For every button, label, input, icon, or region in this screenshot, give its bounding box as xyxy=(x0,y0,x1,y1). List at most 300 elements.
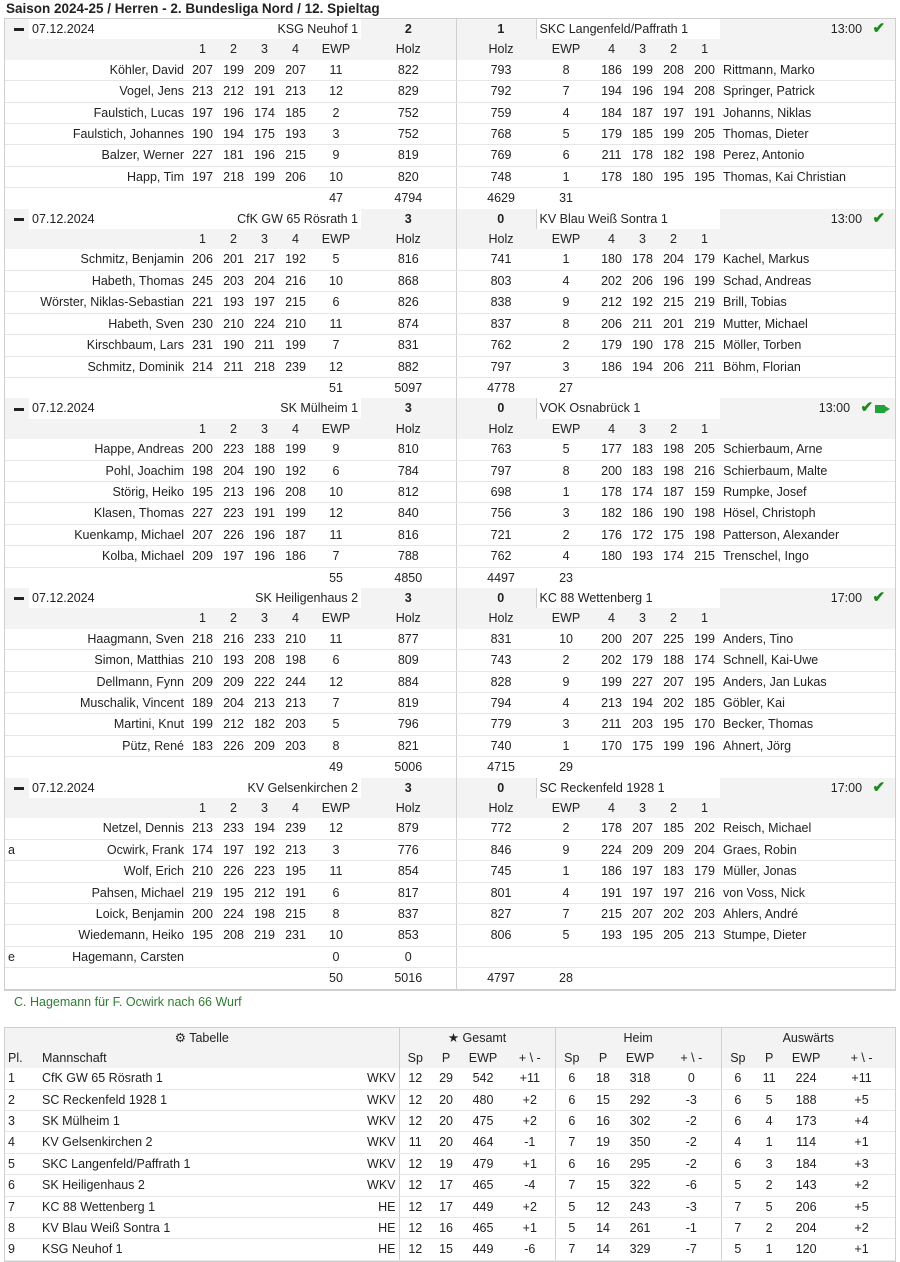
home-player-name[interactable]: Wörster, Niklas-Sebastian xyxy=(29,292,187,313)
divider xyxy=(456,229,466,249)
guest-lane-score: 179 xyxy=(596,335,627,356)
home-player-name[interactable]: Klasen, Thomas xyxy=(29,503,187,524)
guest-ewp: 1 xyxy=(536,735,596,756)
spacer xyxy=(29,419,187,439)
substitution-marker xyxy=(5,503,29,524)
guest-ewp: 4 xyxy=(536,546,596,567)
home-lane-score: 196 xyxy=(218,102,249,123)
ewp-a: 120 xyxy=(784,1239,828,1260)
guest-player-name[interactable]: Thomas, Kai Christian xyxy=(720,166,895,187)
player-row xyxy=(5,946,895,967)
divider xyxy=(456,946,466,967)
home-player-name[interactable]: Pütz, René xyxy=(29,735,187,756)
guest-lane-score: 219 xyxy=(689,292,720,313)
home-holz: 752 xyxy=(361,102,456,123)
points-a: 1 xyxy=(754,1132,784,1153)
guest-player-name[interactable]: Göbler, Kai xyxy=(720,693,895,714)
home-lane-score: 223 xyxy=(218,439,249,460)
substitution-marker xyxy=(5,546,29,567)
divider xyxy=(456,503,466,524)
guest-lane-score: 179 xyxy=(689,861,720,882)
spacer xyxy=(218,567,249,588)
ewp-g: 475 xyxy=(461,1110,505,1131)
spacer xyxy=(29,757,187,778)
guest-lane-score: 174 xyxy=(627,481,658,502)
divider xyxy=(456,546,466,567)
home-lane-score: 204 xyxy=(218,693,249,714)
spacer xyxy=(627,188,658,209)
spacer xyxy=(596,757,627,778)
guest-lane-score: 198 xyxy=(658,439,689,460)
home-lane-score: 197 xyxy=(218,839,249,860)
guest-player-name[interactable]: von Voss, Nick xyxy=(720,882,895,903)
match-time: 13:00 xyxy=(818,401,851,416)
guest-ewp: 2 xyxy=(536,335,596,356)
guest-player-name[interactable]: Böhm, Florian xyxy=(720,356,895,377)
home-lane-score: 210 xyxy=(280,629,311,650)
home-holz: 796 xyxy=(361,714,456,735)
guest-team-name: SC Reckenfeld 1928 1 xyxy=(536,778,720,798)
team-name[interactable]: KSG Neuhof 1 xyxy=(39,1239,289,1260)
guest-ewp: 10 xyxy=(536,629,596,650)
guest-holz: 745 xyxy=(466,861,536,882)
home-lane-score: 215 xyxy=(280,145,311,166)
col-holz: Holz xyxy=(361,419,456,439)
col-lane: 1 xyxy=(187,39,218,59)
home-lane-score: 182 xyxy=(249,714,280,735)
guest-total-holz: 4778 xyxy=(466,377,536,398)
games-h: 6 xyxy=(555,1153,588,1174)
home-lane-score: 224 xyxy=(218,904,249,925)
col-pl: Pl. xyxy=(5,1048,39,1068)
home-lane-score: 206 xyxy=(280,166,311,187)
home-player-name[interactable]: Dellmann, Fynn xyxy=(29,671,187,692)
guest-ewp: 5 xyxy=(536,439,596,460)
home-lane-score: 193 xyxy=(280,124,311,145)
guest-player-name[interactable]: Stumpe, Dieter xyxy=(720,925,895,946)
guest-ewp: 4 xyxy=(536,882,596,903)
guest-player-name[interactable]: Schierbaum, Malte xyxy=(720,460,895,481)
home-lane-score: 209 xyxy=(187,546,218,567)
points-g: 20 xyxy=(431,1110,461,1131)
guest-lane-score: 193 xyxy=(627,546,658,567)
substitution-marker xyxy=(5,481,29,502)
player-row xyxy=(5,166,895,187)
collapse-cell xyxy=(5,588,29,608)
home-player-name[interactable]: Haagmann, Sven xyxy=(29,629,187,650)
collapse-icon[interactable] xyxy=(14,787,24,790)
home-lane-score: 175 xyxy=(249,124,280,145)
home-player-name[interactable]: Schmitz, Benjamin xyxy=(29,249,187,270)
col-ewp: EWP xyxy=(461,1048,505,1068)
guest-lane-score: 200 xyxy=(596,629,627,650)
home-ewp: 7 xyxy=(311,693,361,714)
match-column-header xyxy=(5,39,895,59)
spacer xyxy=(658,188,689,209)
home-lane-score: 219 xyxy=(187,882,218,903)
page-title: Saison 2024-25 / Herren - 2. Bundesliga Nord / 12. Spieltag xyxy=(6,1,380,16)
guest-lane-score: 195 xyxy=(658,166,689,187)
home-ewp: 11 xyxy=(311,313,361,334)
check-icon: ✔ xyxy=(872,778,886,796)
guest-player-name[interactable]: Schierbaum, Arne xyxy=(720,439,895,460)
home-player-name[interactable]: Kirschbaum, Lars xyxy=(29,335,187,356)
home-player-name[interactable]: Balzer, Werner xyxy=(29,145,187,166)
home-lane-score: 219 xyxy=(249,925,280,946)
guest-lane-score xyxy=(658,946,689,967)
games-a: 6 xyxy=(721,1110,754,1131)
standings-column-header xyxy=(5,1048,895,1068)
collapse-icon[interactable] xyxy=(14,408,24,411)
totals-row xyxy=(5,567,895,588)
home-lane-score: 192 xyxy=(249,839,280,860)
home-player-name[interactable]: Habeth, Thomas xyxy=(29,270,187,291)
guest-player-name[interactable]: Hösel, Christoph xyxy=(720,503,895,524)
diff-h: -7 xyxy=(662,1239,721,1260)
guest-player-name[interactable]: Anders, Tino xyxy=(720,629,895,650)
match-block xyxy=(5,209,895,399)
home-lane-score: 195 xyxy=(218,882,249,903)
guest-player-name[interactable]: Ahnert, Jörg xyxy=(720,735,895,756)
guest-lane-score: 186 xyxy=(596,861,627,882)
guest-player-name[interactable]: Anders, Jan Lukas xyxy=(720,671,895,692)
divider xyxy=(456,839,466,860)
home-player-name[interactable]: Störig, Heiko xyxy=(29,481,187,502)
guest-lane-score: 199 xyxy=(689,270,720,291)
col-lane: 4 xyxy=(280,798,311,818)
guest-lane-score: 207 xyxy=(627,818,658,839)
ewp-h: 243 xyxy=(618,1196,662,1217)
home-holz: 820 xyxy=(361,166,456,187)
home-player-name[interactable]: Habeth, Sven xyxy=(29,313,187,334)
points-h: 15 xyxy=(588,1089,618,1110)
home-player-name[interactable]: Happ, Tim xyxy=(29,166,187,187)
guest-lane-score: 227 xyxy=(627,671,658,692)
col-lane: 3 xyxy=(627,229,658,249)
guest-player-name[interactable]: Springer, Patrick xyxy=(720,81,895,102)
match-time-status xyxy=(720,588,895,608)
spacer xyxy=(218,377,249,398)
guest-holz: 806 xyxy=(466,925,536,946)
guest-player-name[interactable]: Mutter, Michael xyxy=(720,313,895,334)
guest-lane-score: 200 xyxy=(689,60,720,81)
col-sp: Sp xyxy=(555,1048,588,1068)
home-lane-score: 174 xyxy=(249,102,280,123)
home-lane-score: 231 xyxy=(280,925,311,946)
home-lane-score: 212 xyxy=(218,714,249,735)
player-row xyxy=(5,481,895,502)
points-h: 19 xyxy=(588,1132,618,1153)
standings-grid xyxy=(5,1028,895,1261)
home-player-name[interactable]: Faulstich, Lucas xyxy=(29,102,187,123)
divider xyxy=(456,735,466,756)
guest-lane-score: 199 xyxy=(658,124,689,145)
collapse-cell xyxy=(5,398,29,418)
guest-lane-score: 198 xyxy=(658,460,689,481)
substitution-marker xyxy=(5,60,29,81)
home-player-name[interactable]: Wolf, Erich xyxy=(29,861,187,882)
guest-holz: 779 xyxy=(466,714,536,735)
player-row xyxy=(5,102,895,123)
guest-lane-score: 215 xyxy=(689,546,720,567)
substitution-marker xyxy=(5,102,29,123)
substitution-marker xyxy=(5,671,29,692)
ewp-g: 542 xyxy=(461,1068,505,1089)
home-player-name[interactable]: Köhler, David xyxy=(29,60,187,81)
player-row xyxy=(5,650,895,671)
team-name[interactable]: SK Mülheim 1 xyxy=(39,1110,289,1131)
guest-player-name[interactable]: Perez, Antonio xyxy=(720,145,895,166)
diff-g: +2 xyxy=(505,1110,555,1131)
player-row xyxy=(5,714,895,735)
col-lane: 2 xyxy=(658,798,689,818)
home-lane-score: 192 xyxy=(280,460,311,481)
home-player-name[interactable]: Wiedemann, Heiko xyxy=(29,925,187,946)
games-a: 6 xyxy=(721,1153,754,1174)
col-lane: 4 xyxy=(596,608,627,628)
gear-icon[interactable]: ⚙ xyxy=(174,1030,186,1045)
guest-total-holz: 4629 xyxy=(466,188,536,209)
guest-lane-score: 170 xyxy=(596,735,627,756)
col-lane: 4 xyxy=(596,419,627,439)
home-player-name[interactable]: Simon, Matthias xyxy=(29,650,187,671)
home-ewp: 10 xyxy=(311,481,361,502)
guest-player-name[interactable]: Patterson, Alexander xyxy=(720,524,895,545)
ewp-h: 302 xyxy=(618,1110,662,1131)
guest-player-name[interactable]: Reisch, Michael xyxy=(720,818,895,839)
guest-player-name[interactable]: Graes, Robin xyxy=(720,839,895,860)
association-tag: HE xyxy=(289,1196,399,1217)
home-lane-score: 244 xyxy=(280,671,311,692)
divider xyxy=(456,629,466,650)
home-lane-score: 181 xyxy=(218,145,249,166)
home-lane-score: 213 xyxy=(187,81,218,102)
home-player-name[interactable]: Hagemann, Carsten xyxy=(29,946,187,967)
diff-h: -1 xyxy=(662,1217,721,1238)
spacer xyxy=(596,188,627,209)
diff-a: +5 xyxy=(828,1089,895,1110)
home-lane-score xyxy=(249,946,280,967)
team-name[interactable]: KC 88 Wettenberg 1 xyxy=(39,1196,289,1217)
guest-player-name[interactable]: Becker, Thomas xyxy=(720,714,895,735)
guest-lane-score: 216 xyxy=(689,460,720,481)
guest-player-name[interactable] xyxy=(720,946,895,967)
home-player-name[interactable]: Faulstich, Johannes xyxy=(29,124,187,145)
guest-holz xyxy=(466,946,536,967)
home-holz: 874 xyxy=(361,313,456,334)
home-player-name[interactable]: Kuenkamp, Michael xyxy=(29,524,187,545)
home-player-name[interactable]: Pahsen, Michael xyxy=(29,882,187,903)
group-gesamt: ★ Gesamt xyxy=(399,1028,555,1048)
points-g: 16 xyxy=(431,1217,461,1238)
spacer xyxy=(627,377,658,398)
guest-player-name[interactable]: Johanns, Niklas xyxy=(720,102,895,123)
standings-row xyxy=(5,1175,895,1196)
guest-player-name[interactable]: Rittmann, Marko xyxy=(720,60,895,81)
guest-player-name[interactable]: Thomas, Dieter xyxy=(720,124,895,145)
home-lane-score: 198 xyxy=(249,904,280,925)
ewp-a: 173 xyxy=(784,1110,828,1131)
home-holz: 837 xyxy=(361,904,456,925)
games-g: 12 xyxy=(399,1110,431,1131)
divider xyxy=(456,60,466,81)
rank: 9 xyxy=(5,1239,39,1260)
guest-lane-score: 197 xyxy=(658,102,689,123)
spacer xyxy=(658,377,689,398)
spacer xyxy=(689,377,720,398)
guest-holz: 769 xyxy=(466,145,536,166)
home-lane-score: 199 xyxy=(280,503,311,524)
home-lane-score: 199 xyxy=(280,439,311,460)
home-lane-score: 196 xyxy=(249,481,280,502)
guest-holz: 763 xyxy=(466,439,536,460)
spacer xyxy=(5,798,29,818)
collapse-icon[interactable] xyxy=(14,597,24,600)
spacer xyxy=(280,968,311,989)
home-player-name[interactable]: Loick, Benjamin xyxy=(29,904,187,925)
home-lane-score: 204 xyxy=(218,460,249,481)
guest-player-name[interactable]: Kachel, Markus xyxy=(720,249,895,270)
home-player-name[interactable]: Muschalik, Vincent xyxy=(29,693,187,714)
collapse-icon[interactable] xyxy=(14,218,24,221)
guest-player-name[interactable]: Müller, Jonas xyxy=(720,861,895,882)
col-lane: 4 xyxy=(280,39,311,59)
team-name[interactable]: KV Gelsenkirchen 2 xyxy=(39,1132,289,1153)
home-lane-score: 221 xyxy=(187,292,218,313)
match-results xyxy=(4,18,896,990)
guest-lane-score: 179 xyxy=(689,249,720,270)
guest-player-name[interactable]: Möller, Torben xyxy=(720,335,895,356)
guest-player-name[interactable]: Trenschel, Ingo xyxy=(720,546,895,567)
points-a: 11 xyxy=(754,1068,784,1089)
home-holz: 821 xyxy=(361,735,456,756)
guest-lane-score: 198 xyxy=(689,503,720,524)
guest-player-name[interactable]: Schad, Andreas xyxy=(720,270,895,291)
ewp-g: 479 xyxy=(461,1153,505,1174)
home-lane-score: 218 xyxy=(249,356,280,377)
divider xyxy=(456,188,466,209)
guest-points: 0 xyxy=(466,398,536,418)
guest-lane-score: 202 xyxy=(689,818,720,839)
divider xyxy=(456,818,466,839)
team-name[interactable]: CfK GW 65 Rösrath 1 xyxy=(39,1068,289,1089)
match-header xyxy=(5,588,895,608)
standings-row xyxy=(5,1217,895,1238)
guest-lane-score: 183 xyxy=(627,439,658,460)
team-name[interactable]: SC Reckenfeld 1928 1 xyxy=(39,1089,289,1110)
association-tag: WKV xyxy=(289,1068,399,1089)
home-player-name[interactable]: Netzel, Dennis xyxy=(29,818,187,839)
substitution-marker xyxy=(5,925,29,946)
home-ewp: 10 xyxy=(311,925,361,946)
guest-lane-score: 194 xyxy=(596,81,627,102)
games-h: 6 xyxy=(555,1068,588,1089)
ewp-h: 329 xyxy=(618,1239,662,1260)
standings-row xyxy=(5,1110,895,1131)
home-ewp: 5 xyxy=(311,249,361,270)
collapse-icon[interactable] xyxy=(14,28,24,31)
spacer xyxy=(187,968,218,989)
home-lane-score: 207 xyxy=(280,60,311,81)
home-player-name[interactable]: Pohl, Joachim xyxy=(29,460,187,481)
substitution-marker xyxy=(5,861,29,882)
guest-player-name[interactable]: Ahlers, André xyxy=(720,904,895,925)
guest-lane-score: 207 xyxy=(627,629,658,650)
home-player-name[interactable]: Happe, Andreas xyxy=(29,439,187,460)
home-lane-score: 230 xyxy=(187,313,218,334)
spacer xyxy=(5,229,29,249)
home-lane-score: 210 xyxy=(187,650,218,671)
home-lane-score: 233 xyxy=(249,629,280,650)
home-lane-score: 194 xyxy=(218,124,249,145)
home-player-name[interactable]: Vogel, Jens xyxy=(29,81,187,102)
home-player-name[interactable]: Ocwirk, Frank xyxy=(29,839,187,860)
home-ewp: 10 xyxy=(311,166,361,187)
guest-holz: 756 xyxy=(466,503,536,524)
player-row xyxy=(5,124,895,145)
home-lane-score: 214 xyxy=(187,356,218,377)
rank: 7 xyxy=(5,1196,39,1217)
home-lane-score: 226 xyxy=(218,524,249,545)
home-lane-score: 190 xyxy=(187,124,218,145)
diff-g: -4 xyxy=(505,1175,555,1196)
rank: 5 xyxy=(5,1153,39,1174)
games-g: 12 xyxy=(399,1068,431,1089)
team-name[interactable]: KV Blau Weiß Sontra 1 xyxy=(39,1217,289,1238)
col-p: P xyxy=(431,1048,461,1068)
diff-a: +2 xyxy=(828,1175,895,1196)
team-name[interactable]: SKC Langenfeld/Paffrath 1 xyxy=(39,1153,289,1174)
guest-lane-score: 215 xyxy=(596,904,627,925)
home-lane-score: 174 xyxy=(187,839,218,860)
guest-points: 0 xyxy=(466,209,536,229)
substitution-marker xyxy=(5,735,29,756)
guest-player-name[interactable]: Brill, Tobias xyxy=(720,292,895,313)
team-name[interactable]: SK Heiligenhaus 2 xyxy=(39,1175,289,1196)
home-holz: 831 xyxy=(361,335,456,356)
points-a: 4 xyxy=(754,1110,784,1131)
guest-player-name[interactable]: Schnell, Kai-Uwe xyxy=(720,650,895,671)
guest-holz: 762 xyxy=(466,335,536,356)
guest-ewp: 7 xyxy=(536,904,596,925)
home-lane-score: 218 xyxy=(187,629,218,650)
guest-lane-score: 207 xyxy=(658,671,689,692)
home-lane-score: 198 xyxy=(187,460,218,481)
spacer xyxy=(689,567,720,588)
guest-player-name[interactable]: Rumpke, Josef xyxy=(720,481,895,502)
guest-lane-score: 176 xyxy=(596,524,627,545)
guest-lane-score xyxy=(689,946,720,967)
home-player-name[interactable]: Kolba, Michael xyxy=(29,546,187,567)
spacer xyxy=(218,968,249,989)
guest-lane-score: 200 xyxy=(596,460,627,481)
spacer xyxy=(5,757,29,778)
guest-holz: 792 xyxy=(466,81,536,102)
player-row xyxy=(5,249,895,270)
divider xyxy=(456,588,466,608)
ewp-g: 480 xyxy=(461,1089,505,1110)
guest-holz: 721 xyxy=(466,524,536,545)
home-lane-score: 207 xyxy=(187,60,218,81)
col-lane: 2 xyxy=(658,229,689,249)
home-lane-score: 201 xyxy=(218,249,249,270)
home-points: 3 xyxy=(361,778,456,798)
col-holz: Holz xyxy=(361,608,456,628)
divider xyxy=(456,567,466,588)
video-camera-icon[interactable] xyxy=(875,405,885,413)
home-player-name[interactable]: Schmitz, Dominik xyxy=(29,356,187,377)
home-player-name[interactable]: Martini, Knut xyxy=(29,714,187,735)
